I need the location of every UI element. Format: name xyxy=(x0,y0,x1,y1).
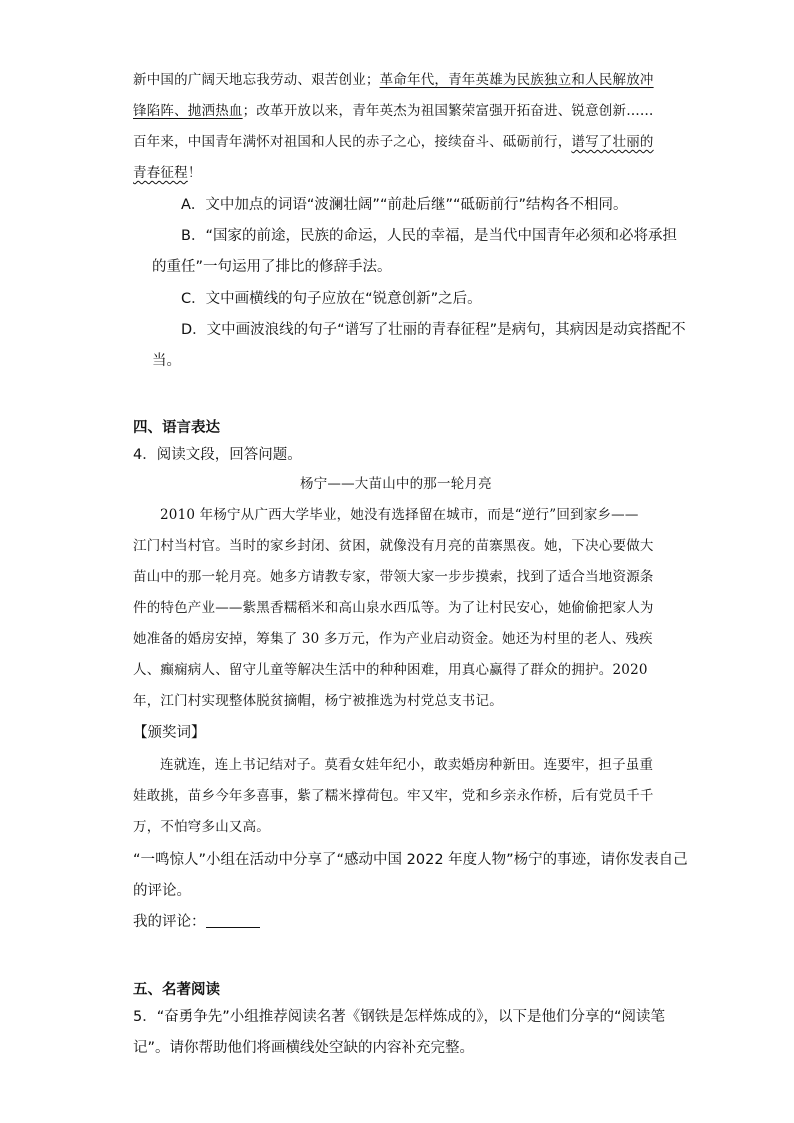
prompt-line-2: 的评论。 xyxy=(133,883,191,899)
option-b-line-1: B．“国家的前途，民族的命运，人民的幸福，是当代中国青年必须和必将承担 xyxy=(181,228,677,244)
option-c: C．文中画横线的句子应放在“锐意创新”之后。 xyxy=(181,291,482,307)
award-line-1: 连就连，连上书记结对子。莫看女娃年纪小，敢卖婚房种新田。连要牢，担子虽重 xyxy=(160,757,654,773)
award-label: 【颁奖词】 xyxy=(133,725,206,741)
passage-line-4 xyxy=(133,161,202,181)
article-line-3: 苗山中的那一轮月亮。她多方请教专家，带领大家一步步摸索，找到了适合当地资源条 xyxy=(133,569,654,585)
passage-text: ；改革开放以来，青年英杰为祖国繁荣富强开拓奋进、锐意创新…… xyxy=(242,103,654,119)
passage-text: 百年来，中国青年满怀对祖国和人民的赤子之心，接续奋斗、砥砺前行， xyxy=(133,134,572,150)
passage-text: ！ xyxy=(187,165,202,181)
answer-label: 我的评论： xyxy=(133,914,206,930)
article-line-4: 件的特色产业——紫黑香糯稻米和高山泉水西瓜等。为了让村民安心，她偷偷把家人为 xyxy=(133,600,654,616)
question-5-line-2: 记”。请你帮助他们将画横线处空缺的内容补充完整。 xyxy=(133,1040,475,1056)
article-title: 杨宁——大苗山中的那一轮月亮 xyxy=(300,476,492,492)
question-4: 4．阅读文段，回答问题。 xyxy=(133,447,302,463)
answer-blank[interactable] xyxy=(206,913,260,928)
passage-line-1 xyxy=(133,68,654,88)
award-line-3: 万，不怕穹多山又高。 xyxy=(133,819,270,835)
underlined-sentence: 锋陷阵、抛洒热血 xyxy=(133,103,243,119)
award-line-2: 娃敢挑，苗乡今年多喜事，紫了糯米撑荷包。牢又牢，党和乡亲永作桥，后有党员千千 xyxy=(133,788,654,804)
option-d-line-1: D．文中画波浪线的句子“谱写了壮丽的青春征程”是病句，其病因是动宾搭配不 xyxy=(181,322,686,338)
passage-text: 新中国的广阔天地忘我劳动、艰苦创业； xyxy=(133,72,380,88)
option-d-line-2: 当。 xyxy=(152,353,181,369)
passage-line-3 xyxy=(133,130,654,150)
article-line-7: 年，江门村实现整体脱贫摘帽，杨宁被推选为村党总支书记。 xyxy=(133,693,503,709)
wavy-sentence: 谱写了壮丽的 xyxy=(571,134,654,150)
article-line-6: 人、癫痫病人、留守儿童等解决生活中的种种困难，用真心赢得了群众的拥护。2020 xyxy=(133,662,648,678)
prompt-line-1: “一鸣惊人”小组在活动中分享了“感动中国 2022 年度人物”杨宁的事迹，请你发表自己 xyxy=(133,852,688,868)
option-a: A．文中加点的词语“波澜壮阔”“前赴后继”“砥砺前行”结构各不相同。 xyxy=(181,197,628,213)
article-line-5: 她准备的婚房安掉，筹集了 30 多万元，作为产业启动资金。她还为村里的老人、残疾 xyxy=(133,631,653,647)
wavy-sentence: 青春征程 xyxy=(133,165,188,181)
article-line-2: 江门村当村官。当时的家乡封闭、贫困，就像没有月亮的苗寨黑夜。她，下决心要做大 xyxy=(133,538,654,554)
article-line-1: 2010 年杨宁从广西大学毕业，她没有选择留在城市，而是“逆行”回到家乡—— xyxy=(160,507,639,523)
section-5-heading: 五、名著阅读 xyxy=(133,982,220,998)
question-5-line-1: 5．“奋勇争先”小组推荐阅读名著《钢铁是怎样炼成的》，以下是他们分享的“阅读笔 xyxy=(133,1009,666,1025)
option-b-line-2: 的重任”一句运用了排比的修辞手法。 xyxy=(152,259,392,275)
passage-line-2 xyxy=(133,99,654,119)
underlined-sentence: 革命年代，青年英雄为民族独立和人民解放冲 xyxy=(379,72,654,88)
section-4-heading: 四、语言表达 xyxy=(133,420,220,436)
answer-row xyxy=(133,910,260,931)
